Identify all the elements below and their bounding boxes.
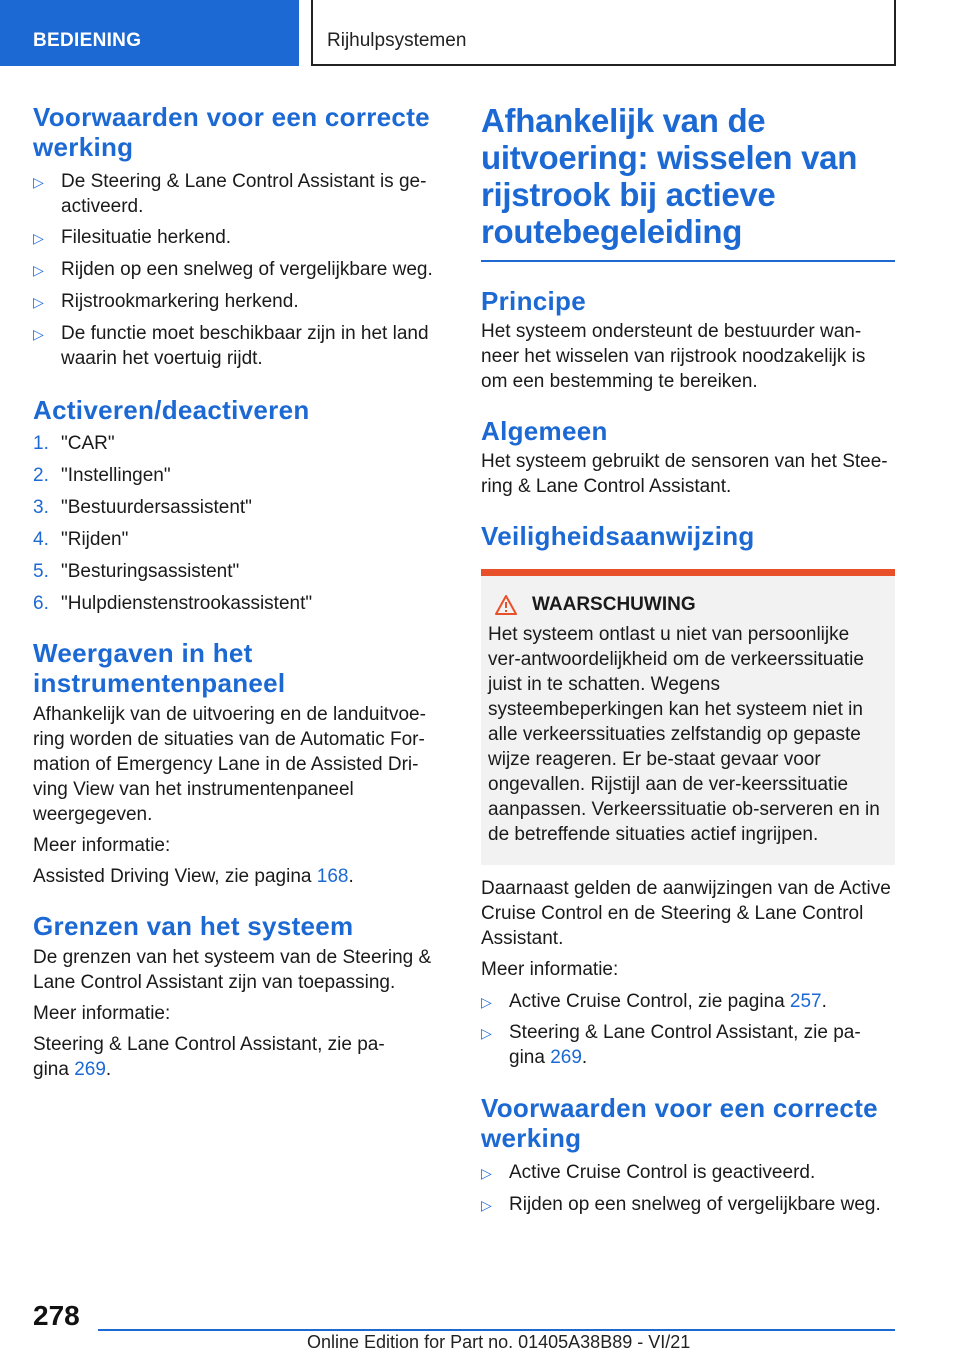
activate-heading: Activeren/deactiveren [33,395,310,425]
safety-refs [481,989,895,1070]
general-heading: Algemeen [481,416,608,446]
list-item: 4. "Rijden" [33,529,129,550]
list-item: 5. "Besturingsassistent" [33,561,240,582]
warning-box [481,569,895,865]
main-heading: Afhankelijk van de uitvoering: wisselen van rijstrook bij actieve routebegeleiding [481,102,858,250]
footer-divider [98,1329,895,1331]
limits-heading: Grenzen van het systeem [33,911,354,941]
page-link[interactable]: 168 [316,866,349,887]
heading-divider [481,260,895,262]
warning-triangle-icon [494,594,518,616]
page-header [0,0,960,66]
safety-more: Meer informatie: [481,959,619,980]
warning-body: Het systeem ontlast u niet van persoonlijke ver-antwoordelijkheid om de verkeerssituatie juist in te schatten. Wegens systeembeperkingen kan het systeem niet in alle verkeerssituaties zelfstandig op gepaste wijze reageren. Er be-staat gevaar voor ongevallen. Rijstijl aan de ver-keerssituatie aanpassen. Verkeerssituatie ob-serveren en in de betreffende situaties actief ingrijpen. [488,624,880,845]
triangle-bullet-icon: ▷ [33,174,44,190]
display-body: Afhankelijk van de uitvoering en de landuitvoe-ring worden de situaties van de Automatic For-mation of Emergency Lane in de Assisted Dri-ving View van het instrumentenpaneel weergegeven. [33,704,426,825]
triangle-bullet-icon: ▷ [481,1165,492,1181]
list-item: ▷ Filesituatie herkend. [33,225,433,250]
list-item: ▷ De Steering & Lane Control Assistant is ge-activeerd. [33,171,427,217]
conditions-heading-2: Voorwaarden voor een correcte werking [481,1093,878,1153]
list-item: ▷ Rijden op een snelweg of vergelijkbare weg. [33,257,433,282]
limits-more: Meer informatie: [33,1003,171,1024]
limits-body: De grenzen van het systeem van de Steering & Lane Control Assistant zijn van toepassing. [33,947,432,993]
list-item: ▷ De functie moet beschikbaar zijn in het land waarin het voertuig rijdt. [33,323,429,369]
list-item: 6. "Hulpdienstenstrookassistent" [33,593,313,614]
page-link[interactable]: 269 [74,1059,106,1080]
principle-heading: Principe [481,286,586,316]
triangle-bullet-icon: ▷ [33,326,44,342]
conditions-heading: Voorwaarden voor een correcte werking [33,102,430,162]
list-item: 2. "Instellingen" [33,465,171,486]
list-item: ▷ Rijden op een snelweg of vergelijkbare weg. [481,1192,895,1217]
triangle-bullet-icon: ▷ [481,994,492,1010]
list-item: ▷ Active Cruise Control, zie pagina 257. [481,989,895,1014]
list-item: 3. "Bestuurdersassistent" [33,497,252,518]
left-column [33,102,433,1082]
section-tab: BEDIENING [0,0,299,66]
list-item: ▷ Steering & Lane Control Assistant, zie pa-gina 269. [481,1022,861,1068]
triangle-bullet-icon: ▷ [33,230,44,246]
right-column [481,102,895,1217]
display-heading: Weergaven in het instrumentenpaneel [33,638,286,698]
general-body: Het systeem gebruikt de sensoren van het Stee-ring & Lane Control Assistant. [481,451,888,497]
chapter-title: Rijhulpsystemen [311,0,896,66]
safety-heading: Veiligheidsaanwijzing [481,521,755,551]
page-number: 278 [33,1300,80,1331]
list-item: 1. "CAR" [33,433,115,454]
principle-body: Het systeem ondersteunt de bestuurder wan-neer het wisselen van rijstrook noodzakelijk is om een bestemming te bereiken. [481,321,866,392]
page-link[interactable]: 269 [550,1047,582,1068]
triangle-bullet-icon: ▷ [33,294,44,310]
list-item: ▷ Rijstrookmarkering herkend. [33,289,433,314]
page-link[interactable]: 257 [789,991,822,1012]
display-more: Meer informatie: [33,835,171,856]
warning-label: WAARSCHUWING [532,594,696,615]
safety-after: Daarnaast gelden de aanwijzingen van de Active Cruise Control en de Steering & Lane Control Assistant. [481,878,891,949]
conditions-list [33,169,433,371]
activate-steps [33,431,433,616]
list-item: ▷ Active Cruise Control is geactiveerd. [481,1160,895,1185]
triangle-bullet-icon: ▷ [33,262,44,278]
warning-header [488,594,887,616]
conditions-list-2 [481,1160,895,1217]
triangle-bullet-icon: ▷ [481,1025,492,1041]
triangle-bullet-icon: ▷ [481,1197,492,1213]
limits-reference: Steering & Lane Control Assistant, zie pa-gina 269. [33,1034,385,1080]
edition-note: Online Edition for Part no. 01405A38B89 - VI/21 [307,1332,691,1352]
display-reference: Assisted Driving View, zie pagina 168. [33,866,354,887]
